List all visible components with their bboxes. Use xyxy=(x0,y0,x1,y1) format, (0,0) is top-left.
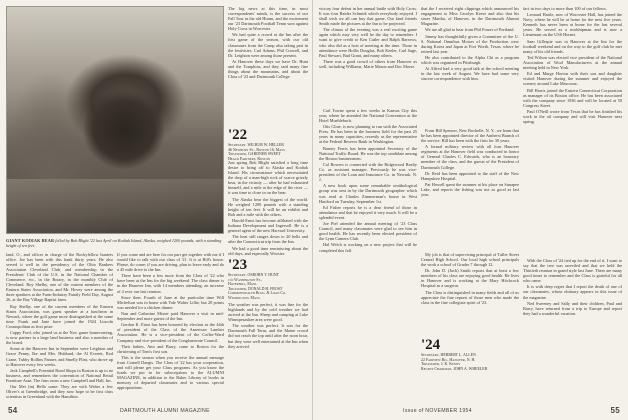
paragraph: Bill Harris joined the Eastern Connecticut Corporation as manager of its Boston office. He has been associated with the company since 1936 and will be located at 50 Congress Street. xyxy=(523,87,622,108)
paragraph: Ray Shelby, one of the current members of the Eastern States Association, was guest speaker at a luncheon in Newark, where the golf game more distinguished at the same time. Frank and Jane have joined the 1924 Lincoln Cosmopolitan as first prize. xyxy=(6,303,113,329)
paragraph: At Hanover these days we have Dr. Hunt and the Tompkins, and they said many fine things about the mountains, and about the Class of '23 and Dartmouth College. xyxy=(228,58,308,79)
paragraph: Since then: Fourth of June at the particular time Will Michelson was in home with Yale Walter Lillie, but 20 points was needed for a chicken dinner. xyxy=(117,294,224,310)
left-column-3 xyxy=(228,6,308,126)
paragraph: A formal military review with all four Hanover regiments at the Hanover field was conducted in honor of General Charles C. Edwards, who is an honorary member of the class, and the guests of the President of Dartmouth College. xyxy=(421,144,519,170)
paragraph: A new book upon some remarkable ornithological group was sent in by the Dartmouth geographer which was read at Charles Zimmerman's house in West Hartford on Tuesday, September 1st. xyxy=(319,183,417,204)
class-officer-line: Commonwealth Bldg. & Loan Co. xyxy=(228,291,287,295)
paragraph: Leonard Hartle, now of Worcester Hall, has joined the Navy, where he will be at home for the next five years. Kenneth has never been at home for the last several years. He served as a midshipman and is now a Lieutenant on the USS Hornet. xyxy=(523,12,622,38)
paragraph: Just spring Bob Blight satisfied a long time desire to bring off to Alaska and Kodiak Island. His circumstance which necessitated the drop of a man-high rock of scarce grizzly bear, in the vicinity — after he had exhausted himself, and a mile at the edge of the river — it was time to close in on the bear. xyxy=(228,160,308,196)
paragraph: that the I received eight clippings which announced his engagement to Miss Carolyn Keese and also that his sister Martha, of Hanover, in the Dartmouth Alumni Magazine. xyxy=(421,6,519,27)
class-officer-line: Treasurer, GARDNER SWEET xyxy=(228,152,281,156)
bear-figure xyxy=(69,65,179,183)
right-column-2 xyxy=(421,6,519,126)
paragraph: Joe Piel attended the annual meeting of '23 Class Council, and many classmates were glad to see him in good health. He has recently been elected president of the Lynn Camera Club. xyxy=(319,221,417,242)
paragraph: With the Class of '24 tied up for the end of it, I want to say that the tree was unveiled and that we held the Thirtieth reunion in grand style last June. There are many good times to remember and the Class is grateful for all who came. xyxy=(523,258,622,284)
photo-caption xyxy=(6,238,224,248)
page-number-right: 55 xyxy=(610,406,620,415)
class-officer-line: Secretary, OSBORN T. HUNT xyxy=(228,273,280,277)
right-column-1 xyxy=(319,6,417,106)
paragraph: This is the season when you receive the annual message from Cornell Daegis. The Class of '22 has your cooperation, and will please get your Class programs. As you know the funds we put in for subscriptions to the ALUMNI MAGAZINE, in addition to the Baker Library of books in memory of departed classmates and to various special appropriations. xyxy=(117,355,224,391)
paragraph: Paul O'Neill wrote from Texas that he has finished his work in the oil company and will visit Hanover next spring. xyxy=(523,109,622,125)
paragraph: Otis Cline, is now planning to run with the Associated Press. He has been in the business field for the past 25 years in many capacities, recently as the representative at the Federal Reserve Bank in Washington. xyxy=(319,124,417,145)
paragraph: Harold Ernst has become affiliated with the Indiana Development and Ingersoll. He is a general agent of the new Harvard University. xyxy=(228,217,308,233)
paragraph: Ned Sweeney and Sally and their children, Paul and Barry, have returned from a trip to Europe and report they had a wonderful vacation. xyxy=(523,300,622,316)
class-officer-line: Treasurer, J. K. Kenny xyxy=(421,362,461,366)
paragraph: The Class is distinguished in many fields and all of us appreciate the fine reports of those men who made the class in the fine collegiate spirit of '23. xyxy=(421,289,519,305)
class-officer-line: c/o Washington St., xyxy=(228,277,263,282)
class-year: '23 xyxy=(228,257,248,273)
class-officer-line: Haverhill, Mass. xyxy=(228,282,258,286)
paragraph: We had quite a crowd at the Inn after the first game of the season, with our old classmates from the Camp also taking part in the festivities. Carl Adams, Phil Crowell, and Dr. Leighton were among those present. xyxy=(228,32,308,58)
paragraph: Hal Welch is working on a new project that will be completed this fall. xyxy=(319,242,417,253)
paragraph: It is with deep regret that I report the death of one of our classmates, whose obituary appears in this issue of the magazine. xyxy=(523,284,622,300)
paragraph: Some at the Hanover Inn in September were Leighton and Grace Penny, Ike and Mrs. Hubbard, the Al Everett, Rod Crane, Tubby Rollins Fanner, and Smelly Flint, who drove up to Hanover every few weeks. xyxy=(6,346,113,367)
class-24-heading xyxy=(421,338,519,371)
paragraph: At Alfred had a very good talk at the school meeting in the last week of August. We have had some very sincere correspondence with him. xyxy=(421,66,519,82)
paragraph: He also contributed to the Alpha Chi as a program which was organized in Pittsburgh. xyxy=(421,54,519,66)
paragraph: The climax of the evening was a real exciting game again which may very well be the day to remember. I want to give credit to Ken Cutler and Ralph Barrows, who also did as a host of meeting at the time. Those in attendance were Hollis Douglas, Bob Keeler, Carl Sage, Paul Stewart, Bud Grant, and many others. xyxy=(319,27,417,58)
photo-rock-area xyxy=(7,179,224,233)
paragraph: Barney Ferris has been appointed Secretary of the National Traffic Board. He was the top candidate among the Boston businessmen. xyxy=(319,145,417,161)
class-officer-line: Secretary, HERBERT L. ALLEN xyxy=(421,353,476,357)
left-column-3-mid xyxy=(228,160,308,256)
photo-caption-title: GIANT KODIAK BEAR xyxy=(6,238,55,243)
right-column-2-mid xyxy=(421,128,519,250)
left-column-3-lower xyxy=(228,302,308,402)
paragraph: Our Met (in) Hello some: They are with Walter a few Oliver's at Greenbridge, and they now hope to be first class scientists in Greenland with the Hamilton. xyxy=(6,384,113,400)
photo-caption-text: felled by Bob Blight '22 last April on Kodiak Island, Alaska, weighed 1200 pounds, with a standing height of ten feet. xyxy=(6,238,222,248)
paragraph: The weather was perfect, it was fine for the highlands and by the cold weather we had arrived at the Inn. Sheep and camping at Lake Winnipesaukee area were good. xyxy=(228,302,308,323)
paragraph: Pat Howell spent the summer at his place on Sunapee Lake, and reports the fishing was not as good as last year. xyxy=(421,182,519,198)
paragraph: Cal Bowers is connected with the Ridgewood Realty Co. as assistant manager. Previously he was vice-president of the Loan and Insurance Co. in Newark, N. J. xyxy=(319,162,417,183)
paragraph: Ed Fisher reports he is a dear friend of those in attendance and that he enjoyed it very much. It will be a splendid event. xyxy=(319,204,417,220)
class-22-heading xyxy=(228,128,308,161)
class-officer-line: 22 Fairview Rd., Hanover, N. H. xyxy=(421,357,476,362)
paragraph: Carl Towne spent a few weeks in Kansas City this year, where he attended the National Convention at the Hotel Muehlebach. xyxy=(319,108,417,124)
paragraph: victory four defeat in her annual battle with Holy Cross. It was four Raider Schmidt which everybody enjoyed. I shall wish we all can buy that game. Our kind friends Smith made the pictures at the Inn to be projected. xyxy=(319,6,417,27)
paragraph: The Alaska bear the biggest of the world. He weighed 1200 pounds with a standing height of ten feet. It will be an exhibit and Bob and a mile with the others. xyxy=(228,196,308,217)
right-column-2-lower xyxy=(421,252,519,336)
paragraph: We had a good time reminiscing about the old days, and especially Wooster. xyxy=(228,245,308,256)
left-page xyxy=(0,0,313,420)
paragraph: fact in two days to more than 100 of our fellows. xyxy=(523,6,607,11)
right-column-3 xyxy=(523,6,622,256)
class-officer-line: Wilmington, Mass. xyxy=(228,295,261,300)
paragraph: Jimmy has thoughtfully given a Committee of the U. S. National Omnibus Motors of the Production crew during Korea and Japan at Fort Worth, Texas, where he retired last year. xyxy=(421,33,519,54)
paragraph: The heat still ranges down to 20 bells and after the Connecticut trip from the Inn. xyxy=(228,234,308,245)
class-officer-line: Secretary, WILBUR W. HELLER xyxy=(228,143,284,147)
paragraph: Dr. John D. (Jack) Smith reports that at least a few members of his class are enjoying good health. He lives in Hanover and is working at the Mary Hitchcock Hospital as a surgeon. xyxy=(421,268,519,289)
paragraph: Nan and Catherine Mixter paid Hanover a visit in mid-September and more guests of the Inn. xyxy=(117,311,224,322)
paragraph: From Bill Spencer, New Rochelle, N. Y., we learn that he has been appointed director of the Amherst Branch of the service. Bill has been with the firm for 30 years. xyxy=(421,128,519,144)
paragraph: Dr. Reid has been appointed to the staff of the New Hampshire Hospital. xyxy=(421,170,519,181)
class-year: '22 xyxy=(228,127,248,143)
paragraph: The big news at this time, in most correspondents' minds, is the success of our Fall Tour in the old Hiram, and the excitement our '23 Dartmouth Football Team won against Holy Cross in Worcester. xyxy=(228,6,308,32)
paragraph: My job is that of supervising principal of Tuller Street Central High School. Our local high school principals the work a school of Grades 7 through 12. xyxy=(421,252,519,268)
running-footer-left: DARTMOUTH ALUMNI MAGAZINE xyxy=(120,408,210,414)
paragraph: If you come and are here for our part get together with me if I would like to talk with our class of '21. It is at Bill's house. Please, do come; if you are driving, plan to leave early and do a 45 mile drive to the Inn. xyxy=(117,252,224,273)
paragraph: There was a good crowd of others from Hanover as well, including Williams, Marie Mason and Doc Morse. xyxy=(319,58,417,69)
class-officer-line: Regent Chairman, JOHN A. WHEELER xyxy=(421,366,488,371)
paragraph: Gordon K. Ernst has been honored by election as the 44th of president of the Class of the American Lumber Association. He is a vice-president of the Coffin-Ward Company and vice-president of the Conglomerate Council. xyxy=(117,322,224,343)
page-number-left: 54 xyxy=(8,406,18,415)
paragraph: Cappy Ford, who joined us at the Nov. game homecoming, is now partner in a large land business and also a member of the board. xyxy=(6,330,113,346)
paragraph: Their babies, Ann and Barry, came to Boston for the christening of Tom's first son. xyxy=(117,343,224,354)
paragraph: We are all glad to hear from Phil Frazer of Portland. xyxy=(425,27,515,33)
right-column-1-lower xyxy=(319,108,417,402)
paragraph: Ted Wilson was elected vice president of the National Association of Wool Manufacturers at the annual meeting held in New York. xyxy=(523,54,622,71)
right-column-3-lower xyxy=(523,258,622,402)
left-column-1 xyxy=(6,252,113,402)
running-footer-right: Issue of NOVEMBER 1954 xyxy=(403,408,472,414)
class-officer-line: Treasurer, DONALD H. FROST xyxy=(228,286,283,291)
paragraph: The weather was perfect. It was for the Dartmouth Fall Term, and the Maine crowd did not reach the top until after the noon hour, but they were well entertained at the Inn when they arrived. xyxy=(228,323,308,349)
right-page xyxy=(313,0,628,420)
class-23-heading xyxy=(228,258,308,300)
kodiak-bear-photo xyxy=(6,6,224,234)
paragraph: There have been a few more from the Class of '22 who have been at the Inn for the big weekend. The class dinner is in the Hanover Inn, with 14 members attending, an increase of 4 over our last reunion. xyxy=(117,273,224,294)
paragraph: land, O., and officer in charge of the Rockyfellow hunters office. Joe has been with this bank thirty years. He also served it well in the presidency of the Ohio Bankers Association Cleveland Club, and membership in the Presidents' Club of the U.S. in the National Chamber of Commerce, etc., in the Rotary, in the monthly Club of Cleveland. Roy Shelby, one of the current members of the Eastern States Association, and Mr. Hovey were among the three speakers at the Farm-Industry Family Field Day, August 26, at the Bay Village Baptist farm. xyxy=(6,252,113,303)
class-officer-line: 46 Newbury St., Boston 16, Mass. xyxy=(228,147,286,152)
paragraph: Sam Gillespie was in Hanover at the Inn for the football weekend and on the way to the golf club he met many of his old friends. xyxy=(523,38,622,54)
paragraph: Ed and Marge Horton with their son and daughter visited Hanover during the summer and enjoyed the scenery around Lake Mascoma. xyxy=(523,71,622,87)
paragraph: Jack Campbell's Potential Bond Shops in Boston is up to no business, and remembers the convention of National Retail Furniture Assn. The firm owns a new Campbell and Hall, Inc. xyxy=(6,367,113,383)
class-officer-line: Heald Partners, Boston xyxy=(228,156,270,161)
class-year: '24 xyxy=(421,337,441,353)
left-column-2 xyxy=(117,252,224,402)
